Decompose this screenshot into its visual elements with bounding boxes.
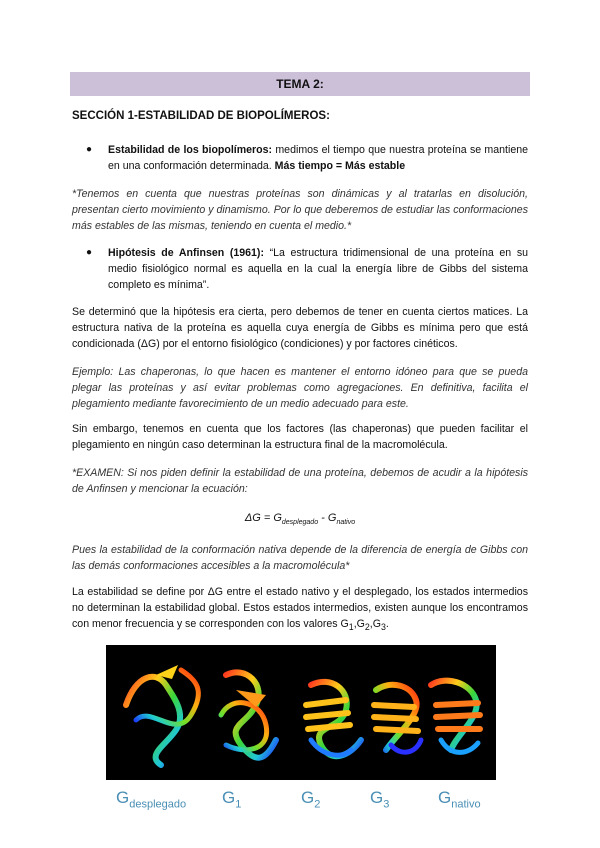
paragraph-intermediates [72,584,528,635]
note-stability: Pues la estabilidad de la conformación nativa depende de la diferencia de energía de Gibbs con las demás conformaciones accesibles a la macromolécula* [72,544,528,572]
equation-lhs: ΔG = G [244,512,282,524]
page-title: TEMA 2: [70,72,530,96]
energy-labels [106,788,506,818]
equation-mid: - G [318,512,337,524]
bullet-dot-icon: ● [86,144,93,155]
paragraph-factors: Sin embargo, tenemos en cuenta que los factores (las chaperonas) que pueden facilitar el plegamiento en ningún caso determinan la estructura final de la macromolécula. [72,423,528,451]
bullet-anfinsen [88,245,528,293]
gibbs-equation [0,512,600,526]
protein-ribbons-illustration [106,645,496,780]
protein-folding-figure [106,645,496,780]
bullet-text: medimos el tiempo que nuestra proteína se mantiene en una conformación determinada. [108,144,528,172]
comma-g: ,G [353,618,365,630]
paragraph-text: La estabilidad se define por ΔG entre el estado nativo y el desplegado, los estados intermedios no determinan la estabilidad global. Estos estados intermedios, existen aunque los encontramos con menor frecuencia y se corresponden con los valores G [72,586,528,630]
label-g1: $G_1$ [222,788,242,811]
ribbon-unfolded [126,665,198,765]
ribbon-g1 [221,672,276,757]
bullet-text: “La estructura tridimensional de una proteína en su medio fisiológico normal es aquella en la cual la energía libre de Gibbs del sistema completo es mínima”. [108,247,529,291]
ribbon-g2 [306,682,361,756]
equation-sub-nativo: nativo [336,519,356,527]
section-heading: SECCIÓN 1-ESTABILIDAD DE BIOPOLÍMEROS: [72,110,330,122]
sub-1: 1 [348,622,354,633]
ribbon-native [431,681,480,753]
equation-sub-desplegado: desplegado [281,519,319,527]
label-desplegado: $G_{desplegado}$ [116,788,187,811]
sub-2: 2 [364,622,370,633]
label-g3: $G_3$ [370,788,390,811]
bullet-label: Estabilidad de los biopolímeros: [108,144,273,156]
bullet-stability [88,142,528,174]
bullet-bold-end: Más tiempo = Más estable [274,160,406,172]
exam-note: *EXAMEN: Si nos piden definir la estabilidad de una proteína, debemos de acudir a la hipótesis de Anfinsen y mencionar la ecuación: [72,467,528,495]
period: . [385,618,389,630]
note-dynamics: *Tenemos en cuenta que nuestras proteínas son dinámicas y al tratarlas en disolución, presentan cierto movimiento y dinamismo. Por lo que deberemos de estudiar las conformaciones más estables de las mismas, teniendo en cuenta el medio.* [72,188,528,232]
paragraph-hypothesis: Se determinó que la hipótesis era cierta, pero debemos de tener en cuenta ciertos matices. La estructura nativa de la proteína es aquella cuya energía de Gibbs es mínima pero que está condicionada (ΔG) por el entorno fisiológico (condiciones) y por factores cinéticos. [72,306,528,350]
label-nativo: $G_{nativo}$ [438,788,481,811]
ribbon-g3 [374,685,421,752]
example-chaperones: Ejemplo: Las chaperonas, lo que hacen es mantener el entorno idóneo para que se pueda plegar las proteínas y así evitar problemas como agregaciones. En definitiva, facilita el plegamiento mediante favorecimiento de un medio adecuado para este. [72,366,528,410]
sub-3: 3 [380,622,386,633]
bullet-label: Hipótesis de Anfinsen (1961): [108,247,264,259]
bullet-dot-icon: ● [86,247,93,258]
comma-g: ,G [369,618,381,630]
label-g2: $G_2$ [301,788,321,811]
